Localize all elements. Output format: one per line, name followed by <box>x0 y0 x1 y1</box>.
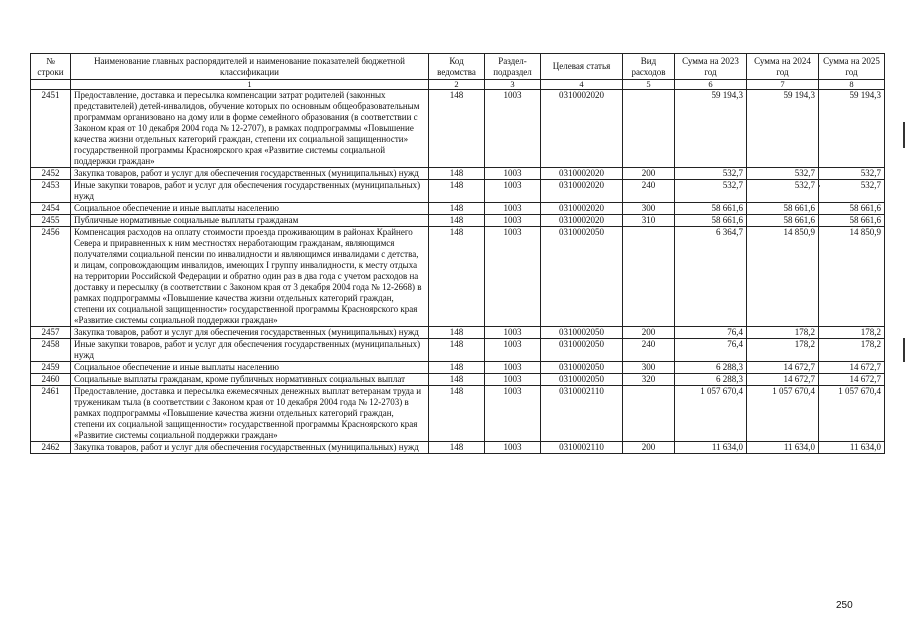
expense-type: 300 <box>623 203 675 215</box>
sum-2023: 6 364,7 <box>675 227 747 327</box>
sum-2024: 1 057 670,4 <box>747 386 819 442</box>
row-number: 2456 <box>31 227 71 327</box>
section-code: 1003 <box>485 362 541 374</box>
expense-type <box>623 90 675 168</box>
table-body <box>31 90 885 454</box>
section-code: 1003 <box>485 203 541 215</box>
sum-2024: 178,2 <box>747 339 819 362</box>
target-item: 0310002020 <box>541 168 623 180</box>
sum-2025: 178,2 <box>819 327 885 339</box>
target-item: 0310002050 <box>541 339 623 362</box>
expense-type: 320 <box>623 374 675 386</box>
row-number: 2455 <box>31 215 71 227</box>
sum-2023: 59 194,3 <box>675 90 747 168</box>
budget-table <box>30 53 885 454</box>
header-target-item: Целевая статья <box>541 54 623 80</box>
expense-type: 240 <box>623 339 675 362</box>
header-sum-2024: Сумма на 2024 год <box>747 54 819 80</box>
section-code: 1003 <box>485 168 541 180</box>
sum-2024: 532,7 <box>747 168 819 180</box>
row-name: Социальное обеспечение и иные выплаты населению <box>71 362 429 374</box>
header-expense-type: Вид расходов <box>623 54 675 80</box>
column-number: 7 <box>747 80 819 90</box>
row-name: Закупка товаров, работ и услуг для обеспечения государственных (муниципальных) нужд <box>71 168 429 180</box>
section-code: 1003 <box>485 90 541 168</box>
sum-2023: 532,7 <box>675 180 747 203</box>
table-row <box>31 168 885 180</box>
target-item: 0310002050 <box>541 362 623 374</box>
table-row <box>31 442 885 454</box>
table-row <box>31 386 885 442</box>
row-number: 2460 <box>31 374 71 386</box>
header-row-number: № строки <box>31 54 71 80</box>
target-item: 0310002050 <box>541 227 623 327</box>
sum-2024: 58 661,6 <box>747 203 819 215</box>
section-code: 1003 <box>485 374 541 386</box>
row-name: Социальные выплаты гражданам, кроме публичных нормативных социальных выплат <box>71 374 429 386</box>
header-sum-2023: Сумма на 2023 год <box>675 54 747 80</box>
sum-2023: 58 661,6 <box>675 215 747 227</box>
column-number: 5 <box>623 80 675 90</box>
table-row <box>31 327 885 339</box>
dept-code: 148 <box>429 442 485 454</box>
sum-2023: 11 634,0 <box>675 442 747 454</box>
section-code: 1003 <box>485 327 541 339</box>
sum-2025: 14 672,7 <box>819 362 885 374</box>
row-name: Предоставление, доставка и пересылка ежемесячных денежных выплат ветеранам труда и труженикам тыла (в соответствии с Законом края от 10 декабря 2004 года № 12-2703) в рамках подпрограммы «Повышение качества жизни отдельных категорий граждан, степени их социальной защищенности» государственной программы Красноярского края «Развитие системы социальной поддержки граждан» <box>71 386 429 442</box>
sum-2023: 6 288,3 <box>675 362 747 374</box>
dept-code: 148 <box>429 168 485 180</box>
dept-code: 148 <box>429 203 485 215</box>
sum-2025: 14 672,7 <box>819 374 885 386</box>
target-item: 0310002020 <box>541 90 623 168</box>
row-number: 2459 <box>31 362 71 374</box>
section-code: 1003 <box>485 227 541 327</box>
dept-code: 148 <box>429 327 485 339</box>
table-header <box>31 54 885 90</box>
header-section: Раздел-подраздел <box>485 54 541 80</box>
section-code: 1003 <box>485 442 541 454</box>
sum-2023: 6 288,3 <box>675 374 747 386</box>
dept-code: 148 <box>429 227 485 327</box>
target-item: 0310002020 <box>541 180 623 203</box>
section-code: 1003 <box>485 215 541 227</box>
target-item: 0310002020 <box>541 203 623 215</box>
sum-2024: 178,2 <box>747 327 819 339</box>
page-number: 250 <box>836 600 853 611</box>
dept-code: 148 <box>429 362 485 374</box>
table-row <box>31 362 885 374</box>
row-number: 2452 <box>31 168 71 180</box>
header-sum-2025: Сумма на 2025 год <box>819 54 885 80</box>
dept-code: 148 <box>429 339 485 362</box>
header-name: Наименование главных распорядителей и наименование показателей бюджетной классификации <box>71 54 429 80</box>
dept-code: 148 <box>429 386 485 442</box>
target-item: 0310002050 <box>541 374 623 386</box>
column-number: 6 <box>675 80 747 90</box>
target-item: 0310002110 <box>541 442 623 454</box>
row-number: 2462 <box>31 442 71 454</box>
table-row <box>31 374 885 386</box>
table-row <box>31 180 885 203</box>
dept-code: 148 <box>429 374 485 386</box>
header-dept-code: Код ведомства <box>429 54 485 80</box>
sum-2025: 58 661,6 <box>819 203 885 215</box>
sum-2025: 59 194,3 <box>819 90 885 168</box>
sum-2024: 11 634,0 <box>747 442 819 454</box>
dept-code: 148 <box>429 215 485 227</box>
expense-type: 200 <box>623 168 675 180</box>
sum-2024: 59 194,3 <box>747 90 819 168</box>
row-name: Закупка товаров, работ и услуг для обеспечения государственных (муниципальных) нужд <box>71 327 429 339</box>
table-row <box>31 339 885 362</box>
section-code: 1003 <box>485 180 541 203</box>
dept-code: 148 <box>429 90 485 168</box>
sum-2024: 14 672,7 <box>747 374 819 386</box>
expense-type <box>623 386 675 442</box>
expense-type <box>623 227 675 327</box>
sum-2025: 11 634,0 <box>819 442 885 454</box>
sum-2025: 178,2 <box>819 339 885 362</box>
table-row <box>31 227 885 327</box>
sum-2024: 532,7 <box>747 180 819 203</box>
column-number: 2 <box>429 80 485 90</box>
dept-code: 148 <box>429 180 485 203</box>
sum-2023: 76,4 <box>675 327 747 339</box>
column-number: 4 <box>541 80 623 90</box>
sum-2024: 14 850,9 <box>747 227 819 327</box>
column-number: 1 <box>71 80 429 90</box>
sum-2023: 1 057 670,4 <box>675 386 747 442</box>
sum-2024: 14 672,7 <box>747 362 819 374</box>
expense-type: 240 <box>623 180 675 203</box>
column-number <box>31 80 71 90</box>
row-name: Предоставление, доставка и пересылка компенсации затрат родителей (законных представителей) детей-инвалидов, обучение которых по основным общеобразовательным программам организовано на дому или в форме семейного образования (в соответствии с Законом края от 10 декабря 2004 года № 12-2707), в рамках подпрограммы «Повышение качества жизни отдельных категорий граждан, степени их социальной защищенности» государственной программы Красноярского края «Развитие системы социальной поддержки граждан» <box>71 90 429 168</box>
row-number: 2451 <box>31 90 71 168</box>
target-item: 0310002110 <box>541 386 623 442</box>
row-name: Закупка товаров, работ и услуг для обеспечения государственных (муниципальных) нужд <box>71 442 429 454</box>
column-number: 3 <box>485 80 541 90</box>
sum-2024: 58 661,6 <box>747 215 819 227</box>
sum-2023: 76,4 <box>675 339 747 362</box>
expense-type: 310 <box>623 215 675 227</box>
row-number: 2461 <box>31 386 71 442</box>
sum-2025: 14 850,9 <box>819 227 885 327</box>
row-number: 2454 <box>31 203 71 215</box>
expense-type: 200 <box>623 442 675 454</box>
row-number: 2458 <box>31 339 71 362</box>
sum-2025: 58 661,6 <box>819 215 885 227</box>
sum-2025: 532,7 <box>819 180 885 203</box>
table-row <box>31 90 885 168</box>
row-number: 2453 <box>31 180 71 203</box>
sum-2023: 58 661,6 <box>675 203 747 215</box>
scan-dot <box>818 185 820 187</box>
section-code: 1003 <box>485 386 541 442</box>
row-name: Публичные нормативные социальные выплаты гражданам <box>71 215 429 227</box>
column-numbers-row <box>31 80 885 90</box>
target-item: 0310002020 <box>541 215 623 227</box>
header-row <box>31 54 885 80</box>
row-number: 2457 <box>31 327 71 339</box>
sum-2025: 1 057 670,4 <box>819 386 885 442</box>
column-number: 8 <box>819 80 885 90</box>
expense-type: 200 <box>623 327 675 339</box>
table-row <box>31 203 885 215</box>
expense-type: 300 <box>623 362 675 374</box>
row-name: Иные закупки товаров, работ и услуг для обеспечения государственных (муниципальных) нужд <box>71 339 429 362</box>
section-code: 1003 <box>485 339 541 362</box>
row-name: Иные закупки товаров, работ и услуг для обеспечения государственных (муниципальных) нужд <box>71 180 429 203</box>
row-name: Компенсация расходов на оплату стоимости проезда проживающим в районах Крайнего Севера и приравненных к ним местностях неработающим гражданам, являющимся получателями социальной пенсии по инвалидности и являющимся инвалидами с детства, и лицам, сопровождающим инвалидов, имеющих I группу инвалидности, к месту отдыха на территории Российской Федерации и обратно один раз в два года с учетом расходов на доставку и пересылку (в соответствии с Законом края от 3 декабря 2004 года № 12-2668) в рамках подпрограммы «Повышение качества жизни отдельных категорий граждан, степени их социальной защищенности» государственной программы Красноярского края «Развитие системы социальной поддержки граждан» <box>71 227 429 327</box>
target-item: 0310002050 <box>541 327 623 339</box>
sum-2025: 532,7 <box>819 168 885 180</box>
sum-2023: 532,7 <box>675 168 747 180</box>
row-name: Социальное обеспечение и иные выплаты населению <box>71 203 429 215</box>
table-row <box>31 215 885 227</box>
